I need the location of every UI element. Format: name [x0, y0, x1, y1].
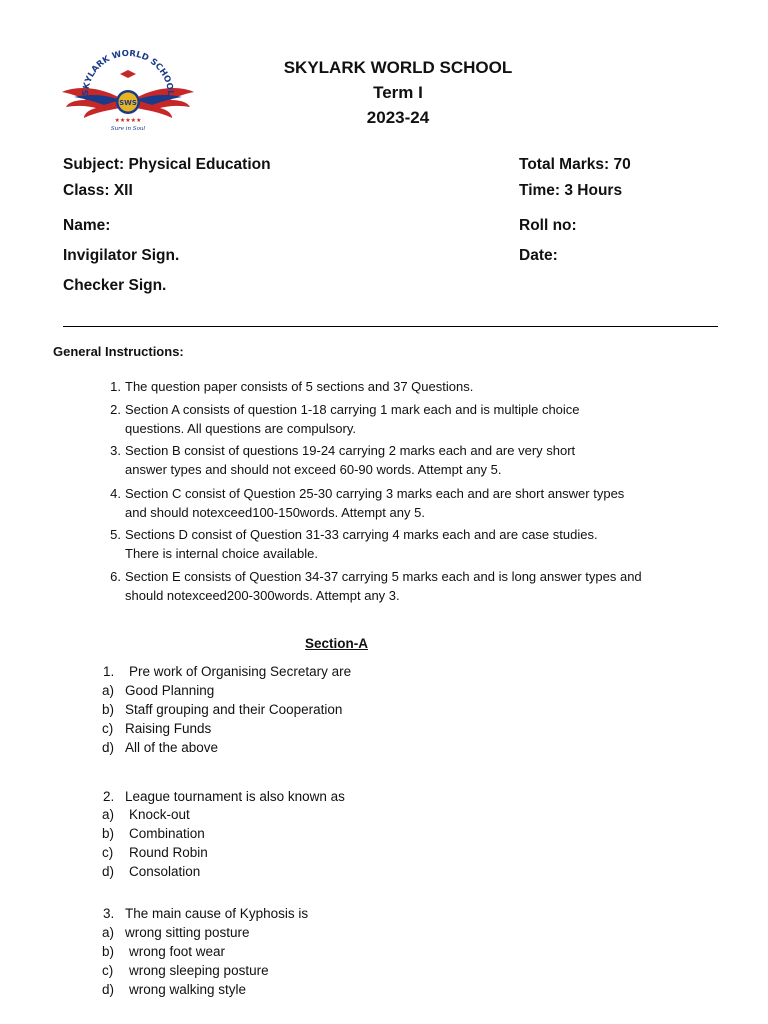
total-marks-label: Total Marks: 70 — [519, 156, 631, 173]
school-name: SKYLARK WORLD SCHOOL — [283, 58, 513, 77]
svg-text:SKYLARK WORLD SCHOOL: SKYLARK WORLD SCHOOL — [80, 50, 176, 97]
question-text: League tournament is also known as — [125, 789, 345, 804]
option-text: Consolation — [129, 864, 201, 879]
question-text: Pre work of Organising Secretary are — [129, 664, 352, 679]
option-text: wrong sitting posture — [125, 925, 250, 940]
option-label: c) — [102, 845, 114, 860]
option-label: d) — [102, 864, 115, 879]
svg-text:Sure in Soul: Sure in Soul — [110, 126, 146, 132]
option-label: a) — [102, 683, 115, 698]
option-text: wrong foot wear — [129, 944, 226, 959]
option-label: b) — [102, 826, 115, 841]
option-label: d) — [102, 982, 115, 997]
roll-no-field: Roll no: — [519, 217, 577, 234]
option-text: wrong sleeping posture — [129, 963, 269, 978]
svg-text:★★★★★: ★★★★★ — [114, 117, 142, 124]
option-label: c) — [102, 963, 114, 978]
subject-label: Subject: Physical Education — [63, 156, 271, 173]
option-label: b) — [102, 702, 115, 717]
general-instructions-title: General Instructions: — [53, 344, 184, 359]
option-text: Combination — [129, 826, 205, 841]
section-a-heading: Section-A — [305, 636, 369, 651]
term-label: Term I — [373, 83, 423, 102]
question-number: 1. — [103, 664, 115, 679]
option-label: b) — [102, 944, 115, 959]
question-number: 3. — [103, 906, 115, 921]
option-text: Good Planning — [125, 683, 215, 698]
option-label: d) — [102, 740, 115, 755]
question-number: 2. — [103, 789, 115, 804]
option-text: Round Robin — [129, 845, 208, 860]
svg-text:SWS: SWS — [119, 99, 137, 107]
name-field: Name: — [63, 217, 111, 234]
option-text: Raising Funds — [125, 721, 212, 736]
option-label: a) — [102, 925, 115, 940]
divider-line — [63, 326, 718, 327]
academic-year: 2023-24 — [366, 108, 430, 127]
option-label: a) — [102, 807, 115, 822]
option-text: Staff grouping and their Cooperation — [125, 702, 343, 717]
option-text: Knock-out — [129, 807, 190, 822]
question-text: The main cause of Kyphosis is — [125, 906, 309, 921]
checker-sign-field: Checker Sign. — [63, 277, 167, 294]
option-label: c) — [102, 721, 114, 736]
option-text: All of the above — [125, 740, 219, 755]
invigilator-sign-field: Invigilator Sign. — [63, 247, 180, 264]
time-label: Time: 3 Hours — [519, 182, 623, 199]
class-label: Class: XII — [63, 182, 133, 199]
date-field: Date: — [519, 247, 558, 264]
option-text: wrong walking style — [129, 982, 247, 997]
